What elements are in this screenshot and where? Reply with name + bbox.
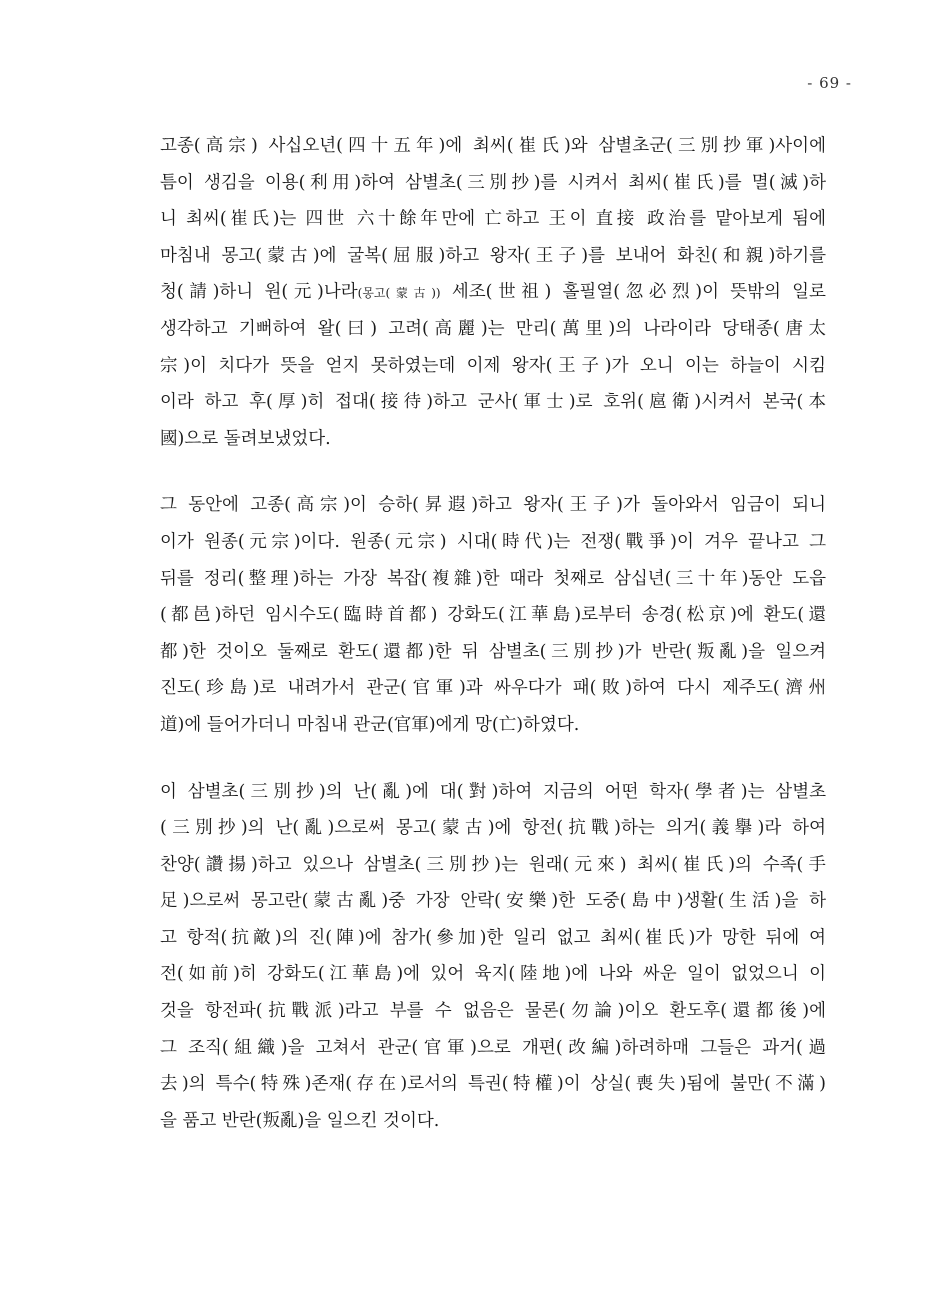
page-number: - 69 - (807, 74, 852, 92)
text-line: 國)으로 돌려보냈었다. (160, 428, 331, 449)
text-line: 그 동안에 고종(高宗)이 승하(昇遐)하고 왕자(王子)가 돌아와서 임금이 되니 (160, 495, 826, 516)
text-line: 찬양(讚揚)하고 있으나 삼별초(三別抄)는 원래(元來) 최씨(崔氏)의 수족(手 (160, 854, 826, 875)
text-line: 道)에 들어가더니 마침내 관군(官軍)에게 망(亡)하였다. (160, 714, 580, 735)
text-line: 이가 원종(元宗)이다. 원종(元宗) 시대(時代)는 전쟁(戰爭)이 겨우 끝나고 그 (160, 531, 826, 552)
text-line: 去)의 특수(特殊)존재(存在)로서의 특권(特權)이 상실(喪失)됨에 불만(不滿) (160, 1074, 826, 1095)
text-line: 생각하고 기뻐하여 왈(曰) 고려(高麗)는 만리(萬里)의 나라이라 당태종(唐太 (160, 318, 826, 339)
paragraph-2 (160, 487, 826, 743)
text-line: 이 삼별초(三別抄)의 난(亂)에 대(對)하여 지금의 어떤 학자(學者)는 삼별초 (160, 781, 826, 802)
paragraph-3 (160, 774, 826, 1140)
text-line: 을 품고 반란(叛亂)을 일으킨 것이다. (160, 1110, 440, 1131)
text-line: 그 조직(組織)을 고쳐서 관군(官軍)으로 개편(改編)하려하매 그들은 과거(過 (160, 1037, 826, 1058)
text-line: 宗)이 치다가 뜻을 얻지 못하였는데 이제 왕자(王子)가 오니 이는 하늘이 시킴 (160, 355, 826, 376)
text-line: 고종(高宗) 사십오년(四十五年)에 최씨(崔氏)와 삼별초군(三別抄軍)사이에 (160, 136, 826, 156)
text-line: 니 최씨(崔氏)는 四世 六十餘年만에 亡하고 王이 直接 政治를 맡아보게 됨에 (160, 209, 826, 230)
text-segment: 세조(世祖) 홀필열(忽必烈)이 뜻밖의 일로 (451, 282, 826, 303)
text-line (160, 274, 826, 311)
text-line: 이라 하고 후(厚)히 접대(接待)하고 군사(軍士)로 호위(扈衛)시켜서 본국(本 (160, 392, 826, 413)
text-line: 것을 항전파(抗戰派)라고 부를 수 없음은 물론(勿論)이오 환도후(還都後)에 (160, 1001, 826, 1022)
text-line: 고 항적(抗敵)의 진(陣)에 참가(參加)한 일리 없고 최씨(崔氏)가 망한 뒤에 여 (160, 927, 826, 948)
text-line: 진도(珍島)로 내려가서 관군(官軍)과 싸우다가 패(敗)하여 다시 제주도(濟州 (160, 678, 826, 699)
text-segment: 청(請)하니 원(元)나라 (160, 282, 358, 303)
paragraph-1 (160, 128, 826, 457)
text-line: (三別抄)의 난(亂)으로써 몽고(蒙古)에 항전(抗戰)하는 의거(義擧)라 하여 (160, 818, 826, 839)
text-line: 마침내 몽고(蒙古)에 굴복(屈服)하고 왕자(王子)를 보내어 화친(和親)하기를 (160, 245, 826, 266)
inline-note: (몽고(蒙古)) (357, 286, 441, 301)
text-line: 足)으로써 몽고란(蒙古亂)중 가장 안락(安樂)한 도중(島中)생활(生活)을 하 (160, 891, 826, 912)
text-line: 틈이 생김을 이용(利用)하여 삼별초(三別抄)를 시켜서 최씨(崔氏)를 멸(滅)하 (160, 172, 826, 193)
text-line: 전(如前)히 강화도(江華島)에 있어 육지(陸地)에 나와 싸운 일이 없었으니 이 (160, 964, 826, 985)
text-line: (都邑)하던 임시수도(臨時首都) 강화도(江華島)로부터 송경(松京)에 환도(還 (160, 605, 826, 626)
text-line: 都)한 것이오 둘째로 환도(還都)한 뒤 삼별초(三別抄)가 반란(叛亂)을 일으켜 (160, 641, 826, 662)
body-text (160, 128, 826, 1169)
text-line: 뒤를 정리(整理)하는 가장 복잡(複雜)한 때라 첫째로 삼십년(三十年)동안 도읍 (160, 568, 826, 589)
